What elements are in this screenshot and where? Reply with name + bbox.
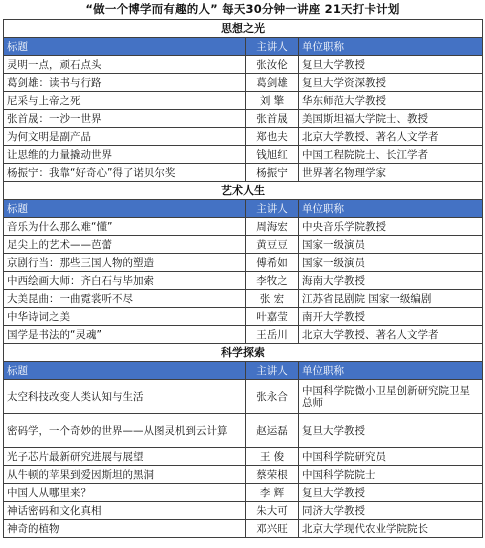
speaker-affiliation: 美国斯坦福大学院士、教授 [299,110,483,128]
section-title: 艺术人生 [4,182,483,200]
table-row [4,484,483,502]
speaker-affiliation: 南开大学教授 [299,308,483,326]
table-row [4,520,483,538]
speaker-affiliation: 北京大学现代农业学院院长 [299,520,483,538]
speaker-name: 张 宏 [246,290,299,308]
speaker-name: 邓兴旺 [246,520,299,538]
table-row [4,164,483,182]
speaker-affiliation: 江苏省昆剧院 国家一级编剧 [299,290,483,308]
speaker-name: 王 俊 [246,448,299,466]
lecture-title: 让思维的力量撬动世界 [4,146,246,164]
lecture-title: 张首晟：一沙一世界 [4,110,246,128]
schedule-table [3,19,483,538]
column-header-row [4,38,483,56]
speaker-name: 傅希如 [246,254,299,272]
column-header-topic: 标题 [4,200,246,218]
lecture-title: 中华诗词之美 [4,308,246,326]
speaker-name: 蔡荣根 [246,466,299,484]
table-row [4,236,483,254]
lecture-title: 音乐为什么那么难“懂” [4,218,246,236]
speaker-name: 黄豆豆 [246,236,299,254]
speaker-name: 朱大可 [246,502,299,520]
speaker-name: 葛剑雄 [246,74,299,92]
column-header-topic: 标题 [4,362,246,380]
speaker-name: 杨振宁 [246,164,299,182]
table-row [4,272,483,290]
section-title: 科学探索 [4,344,483,362]
table-row [4,146,483,164]
section-heading-row [4,344,483,362]
lecture-title: 葛剑雄：读书与行路 [4,74,246,92]
speaker-affiliation: 复旦大学教授 [299,56,483,74]
lecture-title: 中西绘画大师：齐白石与毕加索 [4,272,246,290]
speaker-name: 叶嘉莹 [246,308,299,326]
column-header-row [4,200,483,218]
page-title: “做一个博学而有趣的人” 每天30分钟一讲座 21天打卡计划 [85,2,400,16]
speaker-affiliation: 中国工程院院士、长江学者 [299,146,483,164]
speaker-name: 钱旭红 [246,146,299,164]
section-title: 思想之光 [4,20,483,38]
speaker-name: 赵运磊 [246,414,299,448]
speaker-affiliation: 北京大学教授、著名人文学者 [299,326,483,344]
speaker-name: 张首晟 [246,110,299,128]
table-row [4,448,483,466]
lecture-title: 为何文明是副产品 [4,128,246,146]
speaker-affiliation: 复旦大学教授 [299,414,483,448]
speaker-affiliation: 同济大学教授 [299,502,483,520]
lecture-title: 密码学，一个奇妙的世界——从图灵机到云计算 [4,414,246,448]
lecture-title: 尼采与上帝之死 [4,92,246,110]
speaker-name: 王岳川 [246,326,299,344]
column-header-speaker: 主讲人 [246,38,299,56]
table-row [4,502,483,520]
section-heading-row [4,20,483,38]
table-row [4,218,483,236]
speaker-name: 李 辉 [246,484,299,502]
table-row [4,466,483,484]
lecture-title: 京剧行当：那些三国人物的塑造 [4,254,246,272]
column-header-org: 单位职称 [299,38,483,56]
table-row [4,380,483,414]
column-header-org: 单位职称 [299,200,483,218]
table-row [4,414,483,448]
table-row [4,290,483,308]
speaker-affiliation: 海南大学教授 [299,272,483,290]
table-row [4,110,483,128]
table-row [4,254,483,272]
speaker-affiliation: 中央音乐学院教授 [299,218,483,236]
speaker-affiliation: 国家一级演员 [299,236,483,254]
column-header-speaker: 主讲人 [246,362,299,380]
section-heading-row [4,182,483,200]
lecture-title: 杨振宁：我靠“好奇心”得了诺贝尔奖 [4,164,246,182]
lecture-title: 神奇的植物 [4,520,246,538]
table-row [4,74,483,92]
speaker-name: 李牧之 [246,272,299,290]
speaker-name: 刘 擎 [246,92,299,110]
schedule-table-body [4,20,483,538]
speaker-affiliation: 中国科学院研究员 [299,448,483,466]
speaker-affiliation: 华东师范大学教授 [299,92,483,110]
speaker-name: 张汝伦 [246,56,299,74]
table-row [4,92,483,110]
table-row [4,308,483,326]
speaker-affiliation: 复旦大学资深教授 [299,74,483,92]
speaker-affiliation: 北京大学教授、著名人文学者 [299,128,483,146]
speaker-affiliation: 中国科学院微小卫星创新研究院卫星总师 [299,380,483,414]
speaker-affiliation: 中国科学院院士 [299,466,483,484]
table-row [4,326,483,344]
speaker-name: 郑也夫 [246,128,299,146]
lecture-title: 太空科技改变人类认知与生活 [4,380,246,414]
lecture-title: 足尖上的艺术——芭蕾 [4,236,246,254]
speaker-affiliation: 国家一级演员 [299,254,483,272]
table-row [4,56,483,74]
speaker-name: 张永合 [246,380,299,414]
table-row [4,128,483,146]
lecture-title: 国学是书法的“灵魂” [4,326,246,344]
speaker-name: 周海宏 [246,218,299,236]
lecture-title: 大美昆曲：一曲霓裳听不尽 [4,290,246,308]
lecture-title: 中国人从哪里来？ [4,484,246,502]
lecture-title: 光子芯片最新研究进展与展望 [4,448,246,466]
column-header-topic: 标题 [4,38,246,56]
column-header-speaker: 主讲人 [246,200,299,218]
lecture-title: 灵明一点，顽石点头 [4,56,246,74]
lecture-title: 神话密码和文化真相 [4,502,246,520]
column-header-row [4,362,483,380]
column-header-org: 单位职称 [299,362,483,380]
speaker-affiliation: 世界著名物理学家 [299,164,483,182]
speaker-affiliation: 复旦大学教授 [299,484,483,502]
lecture-title: 从牛顿的苹果到爱因斯坦的黑洞 [4,466,246,484]
